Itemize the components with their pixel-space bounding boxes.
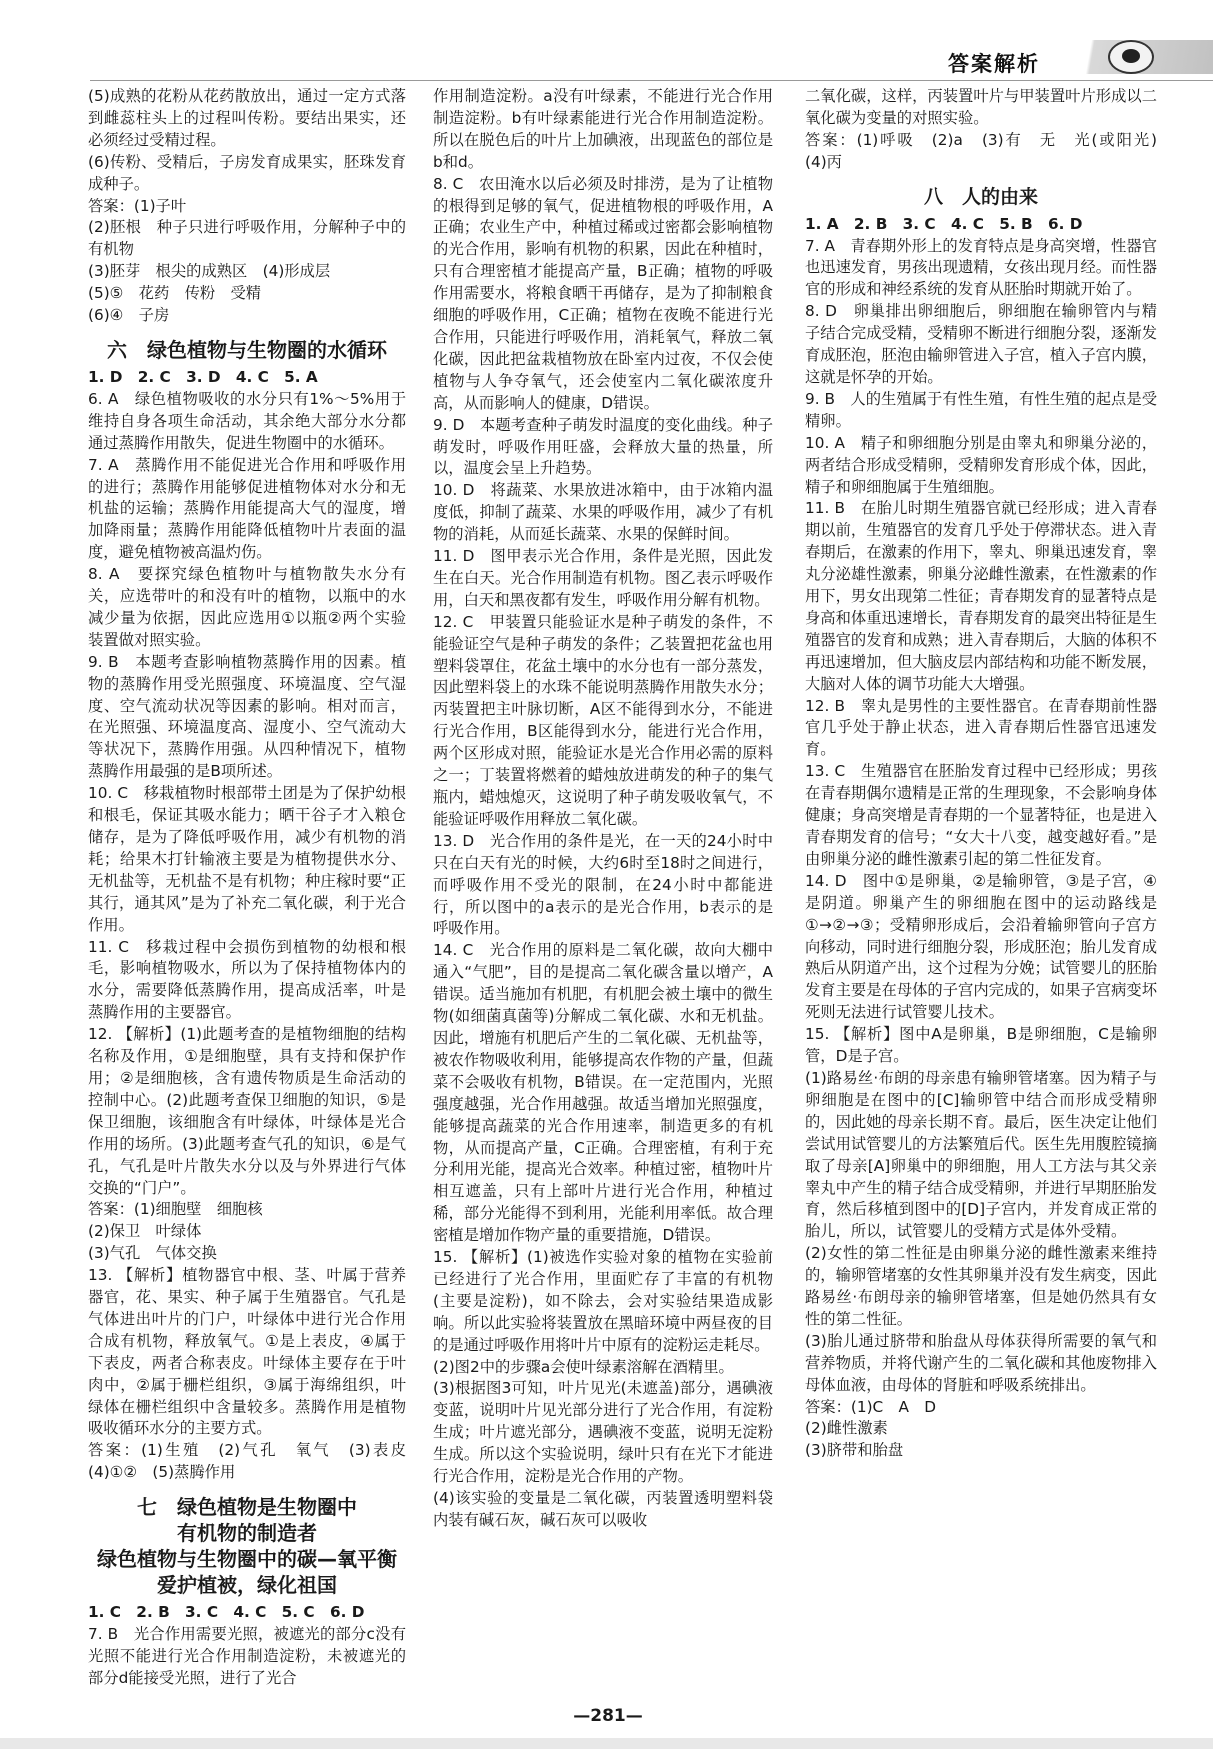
- multiple-choice-answers: 1. D 2. C 3. D 4. C 5. A: [88, 367, 318, 386]
- answer-item: 13. C 生殖器官在胚胎发育过程中已经形成；男孩在青春期偶尔遗精是正常的生理现象，不会影响身体健康；身高突增是青春期的一个显著特征，也是进入青春期发育的信号；“女大十八变，越变越好看。”是由卵巢分泌的雌性激素引起的第二性征发育。: [805, 762, 1157, 868]
- section-7-title-line: 绿色植物与生物圈中的碳—氧平衡: [97, 1547, 397, 1572]
- answer-item: 12. C 甲装置只能验证水是种子萌发的条件，不能验证空气是种子萌发的条件；乙装置把花盆也用塑料袋罩住，花盆土壤中的水分也有一部分蒸发，因此塑料袋上的水珠不能说明蒸腾作用散失水分；丙装置把主叶脉切断，A区不能得到水分，不能进行光合作用，B区能得到水分，能进行光合作用，两个区形成对照，能验证水是光合作用必需的原料之一；丁装置将燃着的蜡烛放进萌发的种子的集气瓶内，蜡烛熄灭，这说明了种子萌发吸收氧气，不能验证呼吸作用释放二氧化碳。: [433, 612, 773, 828]
- answer-item: 13. D 光合作用的条件是光，在一天的24小时中只在白天有光的时候，大约6时至18时之间进行，而呼吸作用不受光的限制，在24小时中都能进行，所以图中的a表示的是光合作用，b表示的是呼吸作用。: [433, 831, 773, 938]
- answer-item: (3)胎儿通过脐带和胎盘从母体获得所需要的氧气和营养物质，并将代谢产生的二氧化碳和其他废物排入母体血液，由母体的肾脏和呼吸系统排出。: [805, 1331, 1157, 1394]
- page-header: [930, 28, 1213, 80]
- answer-item: 6. A 绿色植物吸收的水分只有1%～5%用于维持自身各项生命活动，其余绝大部分水分都通过蒸腾作用散失，促进生物圈中的水循环。: [88, 389, 406, 452]
- answer-item: 15. 【解析】(1)被选作实验对象的植物在实验前已经进行了光合作用，里面贮存了丰富的有机物(主要是淀粉)，如不除去，会对实验结果造成影响。所以此实验将装置放在黑暗环境中两昼夜的目的是通过呼吸作用将叶片中原有的淀粉运走耗尽。: [433, 1248, 773, 1354]
- answer-item: 10. A 精子和卵细胞分别是由睾丸和卵巢分泌的，两者结合形成受精卵，受精卵发育形成个体，因此，精子和卵细胞属于生殖细胞。: [805, 433, 1157, 496]
- multiple-choice-answers: 1. C 2. B 3. C 4. C 5. C 6. D: [88, 1603, 365, 1622]
- page-number: —281—: [573, 1706, 643, 1726]
- answer-item: 8. C 农田淹水以后必须及时排涝，是为了让植物的根得到足够的氧气，促进植物根的呼吸作用，A正确；农业生产中，种植过稀或过密都会影响植物的光合作用，影响有机物的积累，因此在种植时，只有合理密植才能提高产量，B正确；植物的呼吸作用需要水，将粮食晒干再储存，是为了抑制粮食细胞的呼吸作用，C正确；植物在夜晚不能进行光合作用，只能进行呼吸作用，消耗氧气，释放二氧化碳，因此把盆栽植物放在卧室内过夜，不仅会使植物与人争夺氧气，还会使室内二氧化碳浓度升高，从而影响人的健康，D错误。: [433, 174, 773, 412]
- section-8-title: 八 人的由来: [923, 185, 1038, 208]
- paragraph: (6)传粉、受精后，子房发育成果实，胚珠发育成种子。: [88, 152, 406, 193]
- answer-item: 10. C 移栽植物时根部带土团是为了保护幼根和根毛，保证其吸水能力；晒干谷子才入粮仓储存，是为了降低呼吸作用，减少有机物的消耗；给果木打针输液主要是为植物提供水分、无机盐等，无机盐不是有机物；种庄稼时要“正其行，通其风”是为了补充二氧化碳，利于光合作用。: [88, 784, 406, 934]
- answer-line: (2)保卫 叶绿体: [88, 1222, 202, 1241]
- answer-item: 13. 【解析】植物器官中根、茎、叶属于营养器官，花、果实、种子属于生殖器官。气孔是气体进出叶片的门户，叶绿体中进行光合作用合成有机物，释放氧气。①是上表皮，④属于下表皮，两者合称表皮。叶绿体主要存在于叶肉中，②属于栅栏组织，③属于海绵组织，叶绿体在栅栏组织中含量较多。蒸腾作用是植物吸收循环水分的主要方式。: [88, 1266, 406, 1438]
- answer-line: 答案：(1)细胞壁 细胞核: [88, 1200, 263, 1219]
- answer-line: (2)雌性激素: [805, 1419, 888, 1438]
- answer-item: 15. 【解析】图中A是卵巢，B是卵细胞，C是输卵管，D是子宫。: [805, 1025, 1157, 1066]
- answer-line: (3)气孔 气体交换: [88, 1244, 217, 1263]
- answer-item: (2)图2中的步骤a会使叶绿素溶解在酒精里。: [433, 1357, 734, 1376]
- answer-item: 9. B 本题考查影响植物蒸腾作用的因素。植物的蒸腾作用受光照强度、环境温度、空气湿度、空气流动状况等因素的影响。相对而言，在光照强、环境温度高、湿度小、空气流动大等状况下，蒸腾作用强。从四种情况下，植物蒸腾作用最强的是B项所述。: [88, 652, 406, 781]
- answer-line: 答案：(1)C A D: [805, 1397, 937, 1416]
- section-6-title: 六 绿色植物与生物圈的水循环: [107, 337, 387, 362]
- answer-item: 12. B 睾丸是男性的主要性器官。在青春期前性器官几乎处于静止状态，进入青春期后性器官迅速发育。: [805, 696, 1157, 759]
- answer-item: 14. C 光合作用的原料是二氧化碳，故向大棚中通入“气肥”，目的是提高二氧化碳含量以增产，A错误。适当施加有机肥，有机肥会被土壤中的微生物(如细菌真菌等)分解成二氧化碳、水和无机盐。因此，增施有机肥后产生的二氧化碳、无机盐等，被农作物吸收利用，能够提高农作物的产量，但蔬菜不会吸收有机物，B错误。在一定范围内，光照强度越强，光合作用越强。故适当增加光照强度，能够提高蔬菜的光合作用速率，制造更多的有机物，从而提高产量，C正确。合理密植，有利于充分利用光能，提高光合效率。种植过密，植物叶片相互遮盖，只有上部叶片进行光合作用，种植过稀，部分光能得不到利用，光能利用率低。故合理密植是增加作物产量的重要措施，D错误。: [433, 941, 773, 1245]
- section-7-title: [88, 1494, 406, 1598]
- answer-item: 7. A 蒸腾作用不能促进光合作用和呼吸作用的进行；蒸腾作用能够促进植物体对水分和无机盐的运输；蒸腾作用能提高大气的湿度，增加降雨量；蒸腾作用能降低植物叶片表面的温度，避免植物被高温灼伤。: [88, 455, 406, 562]
- answer-item: (2)女性的第二性征是由卵巢分泌的雌性激素来维持的，输卵管堵塞的女性其卵巢并没有发生病变，因此路易丝·布朗母亲的输卵管堵塞，但是她仍然具有女性的第二性征。: [805, 1244, 1157, 1328]
- answer-line: 答案：(1)生殖 (2)气孔 氧气 (3)表皮 (4)①② (5)蒸腾作用: [88, 1441, 422, 1482]
- section-7-title-line: 爱护植被，绿化祖国: [157, 1573, 337, 1598]
- answer-line: 答案：(1)呼吸 (2)a (3)有 无 光(或阳光) (4)丙: [805, 130, 1173, 171]
- answer-item: (1)路易丝·布朗的母亲患有输卵管堵塞。因为精子与卵细胞是在图中的[C]输卵管中结合而形成受精卵的，因此她的母亲长期不育。最后，医生决定让他们尝试用试管婴儿的方法繁殖后代。医生先用腹腔镜摘取了母亲[A]卵巢中的卵细胞，用人工方法与其父亲睾丸中产生的精子结合成受精卵，并进行早期胚胎发育，然后移植到图中的[D]子宫内，并发育成正常的胎儿，所以，试管婴儿的受精方式是体外受精。: [805, 1068, 1157, 1241]
- section-7-title-line: 有机物的制造者: [177, 1521, 317, 1546]
- answer-item: 11. B 在胎儿时期生殖器官就已经形成；进入青春期以前，生殖器官的发育几乎处于停滞状态。进入青春期后，在激素的作用下，睾丸、卵巢迅速发育，睾丸分泌雄性激素，卵巢分泌雌性激素，在性激素的作用下，男女出现第二性征；青春期发育的显著特点是身高和体重迅速增长，青春期发育的最突出特征是生殖器官的发育和成熟；进入青春期后，大脑的体积不再迅速增加，但大脑皮层内部结构和功能不断发展，大脑对人体的调节功能大大增强。: [805, 499, 1157, 693]
- paragraph: (5)成熟的花粉从花药散放出，通过一定方式落到雌蕊柱头上的过程叫传粉。要结出果实，还必须经过受精过程。: [88, 87, 406, 149]
- answer-item: 8. D 卵巢排出卵细胞后，卵细胞在输卵管内与精子结合完成受精，受精卵不断进行细胞分裂，逐渐发育成胚泡，胚泡由输卵管进入子宫，植入子宫内膜，这就是怀孕的开始。: [805, 302, 1157, 386]
- answer-item: 7. B 光合作用需要光照，被遮光的部分c没有光照不能进行光合作用制造淀粉，未被遮光的部分d能接受光照，进行了光合: [88, 1625, 406, 1687]
- book-logo-icon: [1108, 40, 1154, 74]
- answer-line: (5)⑤ 花药 传粉 受精: [88, 284, 262, 303]
- answer-item: 10. D 将蔬菜、水果放进冰箱中，由于冰箱内温度低，抑制了蔬菜、水果的呼吸作用，减少了有机物的消耗，从而延长蔬菜、水果的保鲜时间。: [433, 481, 773, 544]
- answer-line: (6)④ 子房: [88, 306, 170, 325]
- answer-item: 9. B 人的生殖属于有性生殖，有性生殖的起点是受精卵。: [805, 389, 1157, 430]
- answer-item: 8. A 要探究绿色植物叶与植物散失水分有关，应选带叶的和没有叶的植物，以瓶中的水减少量为依据，因此应选用①以瓶②两个实验装置做对照实验。: [88, 565, 406, 649]
- answer-item: 12. 【解析】(1)此题考查的是植物细胞的结构名称及作用，①是细胞壁，具有支持和保护作用；②是细胞核，含有遗传物质是生命活动的控制中心。(2)此题考查保卫细胞的知识，⑤是保卫细胞，该细胞含有叶绿体，叶绿体是光合作用的场所。(3)此题考查气孔的知识，⑥是气孔，气孔是叶片散失水分以及与外界进行气体交换的“门户”。: [88, 1025, 406, 1197]
- answer-item: (3)根据图3可知，叶片见光(未遮盖)部分，遇碘液变蓝，说明叶片见光部分进行了光合作用，有淀粉生成；叶片遮光部分，遇碘液不变蓝，说明无淀粉生成。所以这个实验说明，绿叶只有在光下才能进行光合作用，淀粉是光合作用的产物。: [433, 1379, 773, 1486]
- answer-line: (3)胚芽 根尖的成熟区 (4)形成层: [88, 262, 331, 281]
- answer-item: 7. A 青春期外形上的发育特点是身高突增，性器官也迅速发育，男孩出现遗精，女孩出现月经。而性器官的形成和神经系统的发育从胚胎时期就开始了。: [805, 236, 1157, 299]
- answer-line: 答案：(1)子叶: [88, 196, 187, 215]
- answer-item: (4)该实验的变量是二氧化碳，丙装置透明塑料袋内装有碱石灰，碱石灰可以吸收: [433, 1489, 773, 1529]
- bottom-band: [0, 1738, 1213, 1749]
- column-1: [88, 86, 422, 1690]
- answer-item: 作用制造淀粉。a没有叶绿素，不能进行光合作用制造淀粉。b有叶绿素能进行光合作用制造淀粉。所以在脱色后的叶片上加碘液，出现蓝色的部位是b和d。: [433, 87, 773, 171]
- answer-item: 14. D 图中①是卵巢，②是输卵管，③是子宫，④是阴道。卵巢产生的卵细胞在图中的运动路线是①→②→③；受精卵形成后，会沿着输卵管向子宫方向移动，同时进行细胞分裂，形成胚泡；胎儿发育成熟后从阴道产出，这个过程为分娩；试管婴儿的胚胎发育主要是在母体的子宫内完成的，如果子宫病变坏死则无法进行试管婴儿技术。: [805, 871, 1157, 1022]
- header-title: 答案解析: [948, 52, 1040, 76]
- answer-item: 9. D 本题考查种子萌发时温度的变化曲线。种子萌发时，呼吸作用旺盛，会释放大量的热量，所以，温度会呈上升趋势。: [433, 415, 773, 478]
- column-3: [805, 86, 1173, 1462]
- header-rule: [90, 80, 1213, 81]
- multiple-choice-answers: 1. A 2. B 3. C 4. C 5. B 6. D: [805, 214, 1083, 233]
- answer-line: (2)胚根 种子只进行呼吸作用，分解种子中的有机物: [88, 218, 406, 259]
- column-2: [433, 86, 773, 1532]
- answer-line: (3)脐带和胎盘: [805, 1441, 904, 1460]
- answer-item: 二氧化碳，这样，丙装置叶片与甲装置叶片形成以二氧化碳为变量的对照实验。: [805, 87, 1157, 127]
- answer-item: 11. C 移栽过程中会损伤到植物的幼根和根毛，影响植物吸水，所以为了保持植物体内的水分，需要降低蒸腾作用，提高成活率，叶是蒸腾作用的主要器官。: [88, 937, 406, 1022]
- section-7-title-line: 七 绿色植物是生物圈中: [137, 1495, 357, 1520]
- answer-item: 11. D 图甲表示光合作用，条件是光照，因此发生在白天。光合作用制造有机物。图乙表示呼吸作用，白天和黑夜都有发生，呼吸作用分解有机物。: [433, 547, 773, 609]
